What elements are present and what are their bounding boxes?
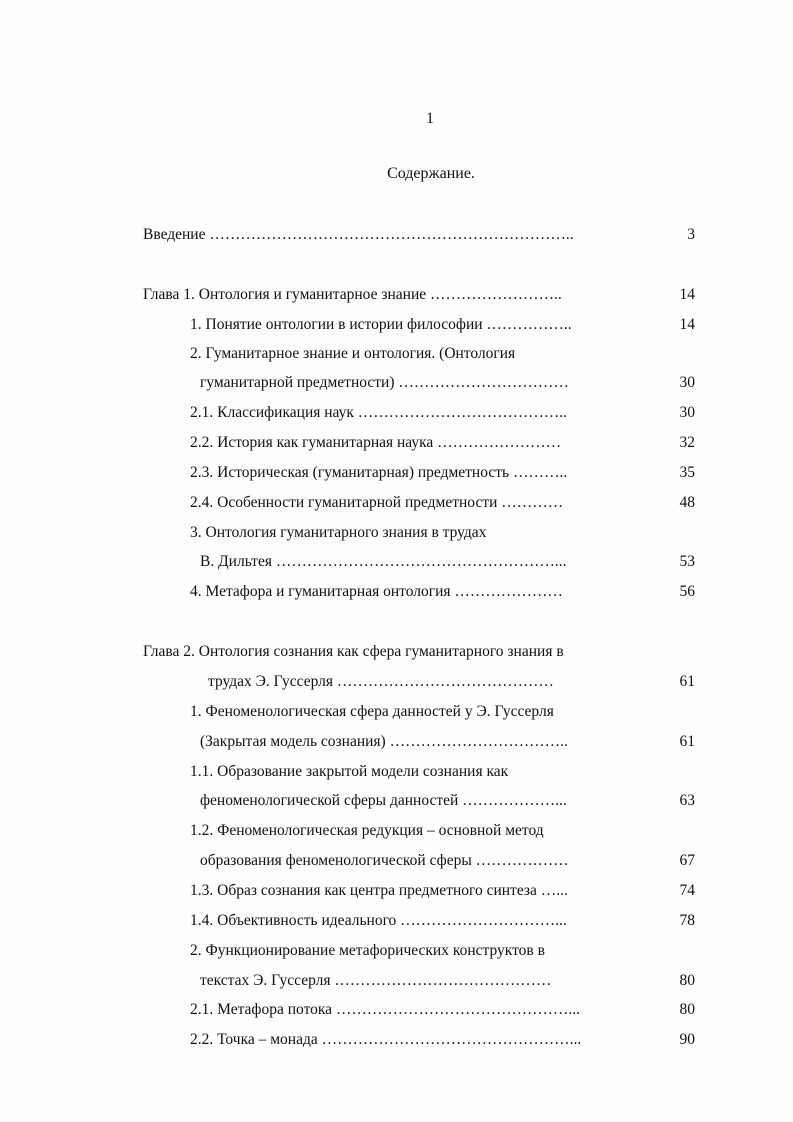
toc-entry-text: Глава 2. Онтология сознания как сфера гуманитарного знания в <box>143 643 564 660</box>
toc-entry-page: 61 <box>679 673 695 690</box>
toc-entry-text: 1.3. Образ сознания как центра предметного синтеза …... <box>190 882 568 899</box>
toc-entry-text: 2. Функционирование метафорических конструктов в <box>190 942 545 959</box>
toc-entry-page: 80 <box>679 972 695 989</box>
toc-entry-page: 14 <box>679 286 695 303</box>
toc-entry-page: 32 <box>679 434 695 451</box>
toc-entry-text: 1.1. Образование закрытой модели сознания как <box>190 763 509 780</box>
toc-entry-text: 1.2. Феноменологическая редукция – основной метод <box>190 822 544 839</box>
toc-entry-page: 56 <box>679 583 695 600</box>
toc-entry-page: 67 <box>679 852 695 869</box>
toc-entry-text: Глава 1. Онтология и гуманитарное знание …………………….. <box>143 286 562 303</box>
toc-entry-page: 30 <box>679 404 695 421</box>
toc-entry-text: текстах Э. Гуссерля …………………………………… <box>200 972 552 989</box>
toc-entry-text: 1.4. Объективность идеального …………………………... <box>190 912 567 929</box>
toc-entry-page: 63 <box>679 792 695 809</box>
toc-entry-text: Введение …………………………………………………………….. <box>143 226 574 243</box>
toc-entry-text: 2.2. История как гуманитарная наука …………………… <box>190 434 562 451</box>
toc-entry-text: 2.4. Особенности гуманитарной предметности ………… <box>190 494 564 511</box>
toc-title: Содержание. <box>387 165 475 182</box>
toc-entry-text: трудах Э. Гуссерля …………………………………… <box>208 673 554 690</box>
toc-entry-text: 2.1. Метафора потока ………………………………………... <box>190 1001 581 1018</box>
toc-entry-text: гуманитарной предметности) …………………………… <box>200 374 569 391</box>
toc-entry-text: 2.1. Классификация наук ………………………………….. <box>190 404 568 421</box>
toc-entry-page: 80 <box>679 1001 695 1018</box>
toc-entry-page: 35 <box>679 464 695 481</box>
toc-entry-page: 3 <box>687 226 695 243</box>
toc-entry-page: 61 <box>679 733 695 750</box>
toc-entry-text: 3. Онтология гуманитарного знания в трудах <box>190 524 487 541</box>
toc-entry-text: 1. Феноменологическая сфера данностей у Э. Гуссерля <box>190 703 554 720</box>
toc-entry-text: 2.3. Историческая (гуманитарная) предметность ……….. <box>190 464 568 481</box>
toc-entry-page: 48 <box>679 494 695 511</box>
toc-entry-page: 90 <box>679 1031 695 1048</box>
toc-entry-text: 1. Понятие онтологии в истории философии …………….. <box>190 316 572 333</box>
toc-entry-page: 78 <box>679 912 695 929</box>
toc-entry-text: (Закрытая модель сознания) …………………………….. <box>200 733 568 750</box>
toc-entry-page: 14 <box>679 316 695 333</box>
toc-entry-text: 4. Метафора и гуманитарная онтология ………………… <box>190 583 563 600</box>
toc-entry-text: 2. Гуманитарное знание и онтология. (Онтология <box>190 345 516 362</box>
toc-entry-page: 74 <box>679 882 695 899</box>
page-number: 1 <box>426 110 434 127</box>
toc-entry-text: 2.2. Точка – монада …………………………………………... <box>190 1031 582 1048</box>
toc-entry-text: В. Дильтея ………………………………………………... <box>200 553 567 570</box>
toc-entry-text: образования феноменологической сферы ……………… <box>200 852 569 869</box>
toc-entry-page: 30 <box>679 374 695 391</box>
toc-entry-text: феноменологической сферы данностей ………………... <box>200 792 567 809</box>
toc-entry-page: 53 <box>679 553 695 570</box>
